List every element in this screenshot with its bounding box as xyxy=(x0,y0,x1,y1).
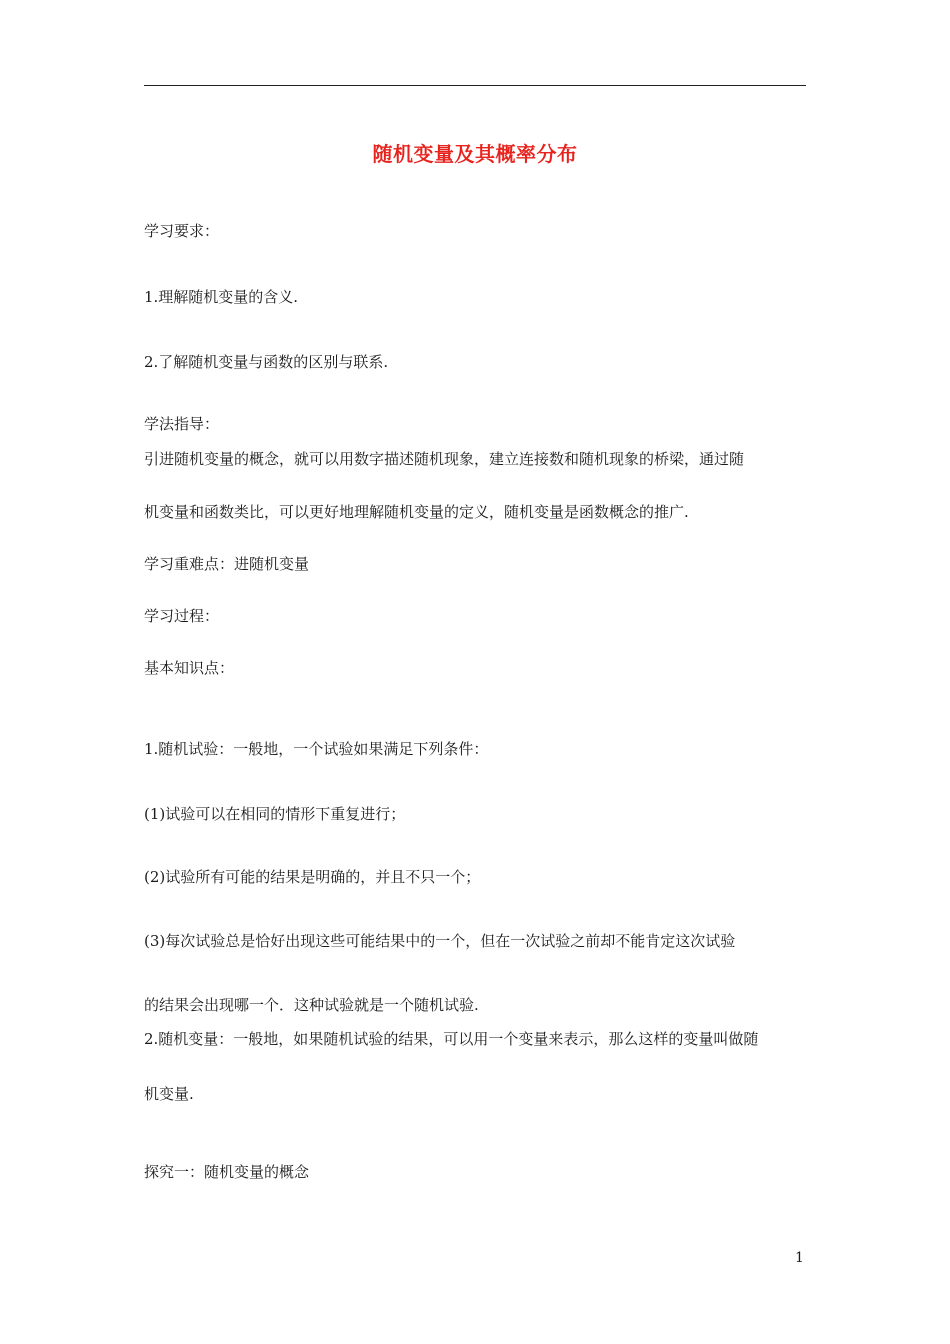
condition-2: (2)试验所有可能的结果是明确的，并且不只一个； xyxy=(144,868,481,886)
random-experiment-definition: 1.随机试验：一般地，一个试验如果满足下列条件： xyxy=(144,740,489,758)
guide-paragraph-line-2: 机变量和函数类比，可以更好地理解随机变量的定义，随机变量是函数概念的推广. xyxy=(144,503,689,521)
requirement-item-1: 1.理解随机变量的含义. xyxy=(144,288,299,306)
document-title: 随机变量及其概率分布 xyxy=(372,142,578,166)
random-variable-definition-line-2: 机变量. xyxy=(144,1085,194,1103)
guide-paragraph-line-1: 引进随机变量的概念，就可以用数字描述随机现象，建立连接数和随机现象的桥梁，通过随 xyxy=(144,450,745,468)
random-variable-definition-line-1: 2.随机变量：一般地，如果随机试验的结果，可以用一个变量来表示，那么这样的变量叫做随 xyxy=(144,1030,759,1048)
heading-study-guide: 学法指导： xyxy=(144,415,220,433)
condition-3-line-1: (3)每次试验总是恰好出现这些可能结果中的一个，但在一次试验之前却不能肯定这次试验 xyxy=(144,932,736,950)
exploration-one-heading: 探究一：随机变量的概念 xyxy=(144,1163,310,1181)
heading-learning-requirements: 学习要求： xyxy=(144,222,220,240)
key-points-line: 学习重难点：进随机变量 xyxy=(144,555,310,573)
condition-1: (1)试验可以在相同的情形下重复进行； xyxy=(144,805,406,823)
heading-basic-knowledge: 基本知识点： xyxy=(144,659,235,677)
page-number: 1 xyxy=(795,1250,804,1266)
requirement-item-2: 2.了解随机变量与函数的区别与联系. xyxy=(144,353,389,371)
condition-3-line-2: 的结果会出现哪一个．这种试验就是一个随机试验. xyxy=(144,996,479,1014)
header-rule xyxy=(144,85,806,86)
heading-learning-process: 学习过程： xyxy=(144,607,220,625)
